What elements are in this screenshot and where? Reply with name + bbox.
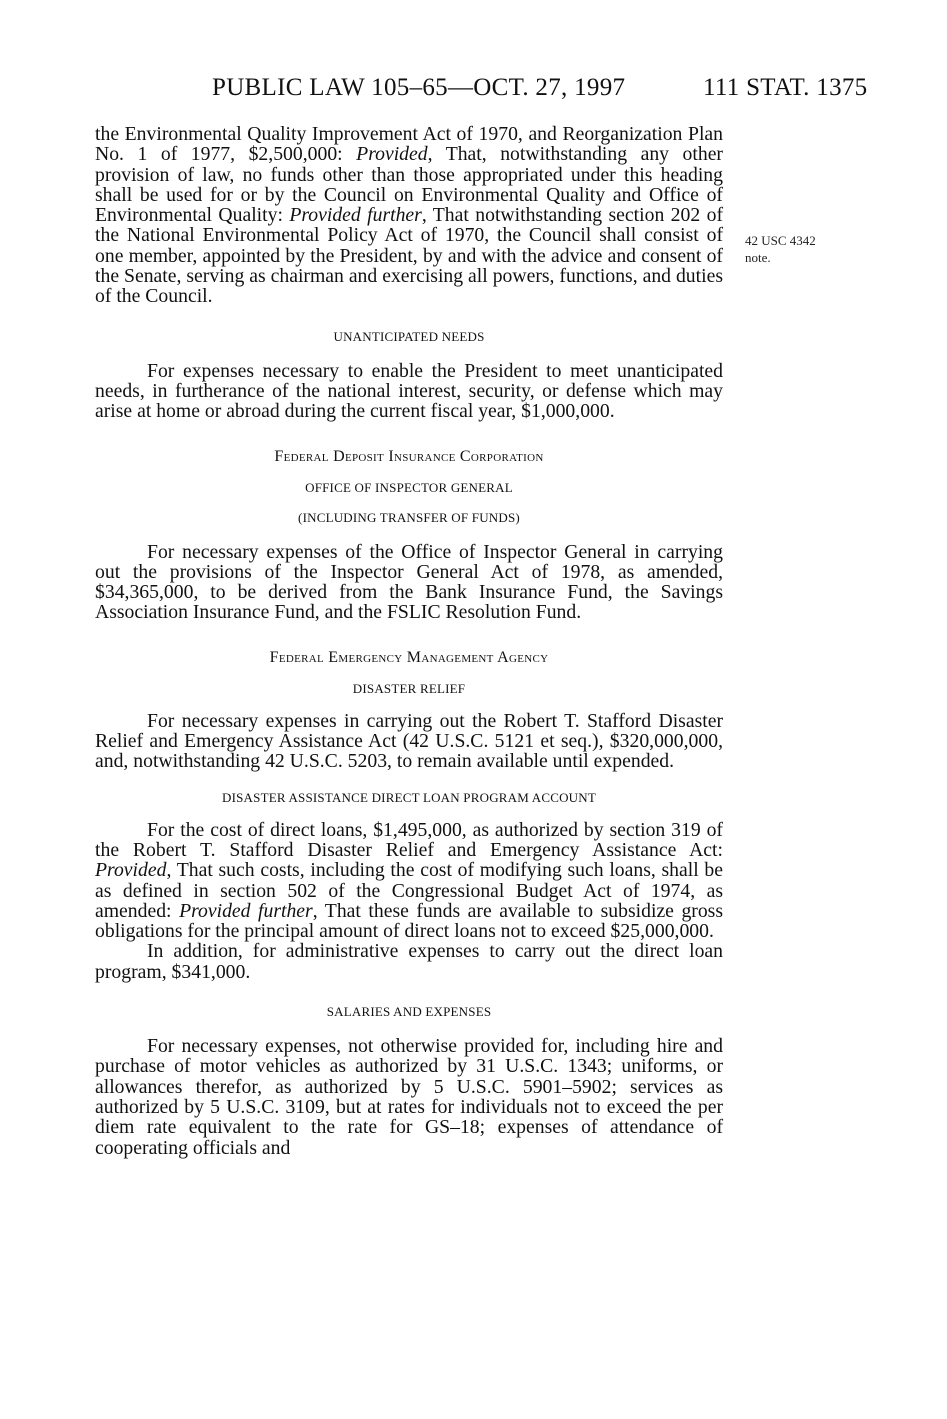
italic-proviso: Provided further [289,204,422,227]
margin-note [745,232,855,266]
italic-proviso: Provided [356,143,428,166]
paragraph-disaster-relief: For necessary expenses in carrying out the Robert T. Stafford Disaster Relief and Emergency Assistance Act (42 U.S.C. 5121 et seq.), $320,000,000, and, notwithstanding 42 U.S.C. 5203, to remain available until expended. [95,709,723,773]
paragraph-direct-loans [95,820,723,942]
text-run: , That notwithstanding section 202 of the National Environmental Policy Act of 1970, the Council shall consist of one member, appointed by the President, by and with the advice and consent of the Senate, serving as chairman and exercising all powers, functions, and duties of the Council. [95,204,723,308]
agency-heading-fema: Federal Emergency Management Agency [269,648,549,666]
text-run: the Environmental Quality Improvement Act of 1970, and Reorganization Plan No. 1 of 1977, $2,500,000: [95,123,723,166]
text-run: , That these funds are available to subsidize gross obligations for the principal amount of direct loans not to exceed $25,000,000. [95,899,724,943]
margin-note-citation: 42 USC 4342 [745,233,816,248]
text-run: , That such costs, including the cost of modifying such loans, shall be as defined in section 502 of the Congressional Budget Act of 1974, as amended: [95,859,723,922]
subheading-transfer-of-funds: (INCLUDING TRANSFER OF FUNDS) [298,509,520,525]
running-head [0,74,947,108]
document-body [95,124,723,1158]
margin-note-label: note. [745,250,771,265]
paragraph-unanticipated-needs: For expenses necessary to enable the President to meet unanticipated needs, in furtherance of the national interest, security, or defense which may arise at home or abroad during the current fiscal year, $1,000,000. [95,359,723,423]
italic-proviso: Provided further [179,899,313,922]
statute-page-number: 111 STAT. 1375 [703,74,868,101]
paragraph-administrative-expenses: In addition, for administrative expenses to carry out the direct loan program, $341,000. [95,940,723,983]
text-run: , That, notwithstanding any other provision of law, no funds other than those appropriated under this heading shall be used for or by the Council on Environmental Quality and Office of Environmental Quality: [95,143,723,227]
heading-direct-loan-program: DISASTER ASSISTANCE DIRECT LOAN PROGRAM ACCOUNT [222,789,596,805]
heading-salaries-and-expenses: SALARIES AND EXPENSES [326,1004,492,1020]
agency-heading-fdic: Federal Deposit Insurance Corporation [274,447,544,465]
heading-office-of-inspector-general: OFFICE OF INSPECTOR GENERAL [305,479,513,495]
running-head-title: PUBLIC LAW 105–65—OCT. 27, 1997 [212,74,626,101]
heading-disaster-relief: DISASTER RELIEF [352,680,466,696]
paragraph-inspector-general: For necessary expenses of the Office of Inspector General in carrying out the provisions of the Inspector General Act of 1978, as amended, $34,365,000, to be derived from the Bank Insurance Fund, the Savings Association Insurance Fund, and the FSLIC Resolution Fund. [95,540,723,624]
italic-proviso: Provided [95,859,167,882]
paragraph-salaries-and-expenses: For necessary expenses, not otherwise provided for, including hire and purchase of motor vehicles as authorized by 31 U.S.C. 1343; uniforms, or allowances therefor, as authorized by 5 U.S.C. 5901–5902; services as authorized by 5 U.S.C. 3109, but at rates for individuals not to exceed the per diem rate equivalent to the rate for GS–18; expenses of attendance of cooperating officials and [95,1035,723,1159]
paragraph-council-environmental-quality [95,124,723,307]
heading-unanticipated-needs: UNANTICIPATED NEEDS [333,328,485,344]
text-run: For the cost of direct loans, $1,495,000, as authorized by section 319 of the Robert T. Stafford Disaster Relief and Emergency Assistance Act: [95,818,723,861]
